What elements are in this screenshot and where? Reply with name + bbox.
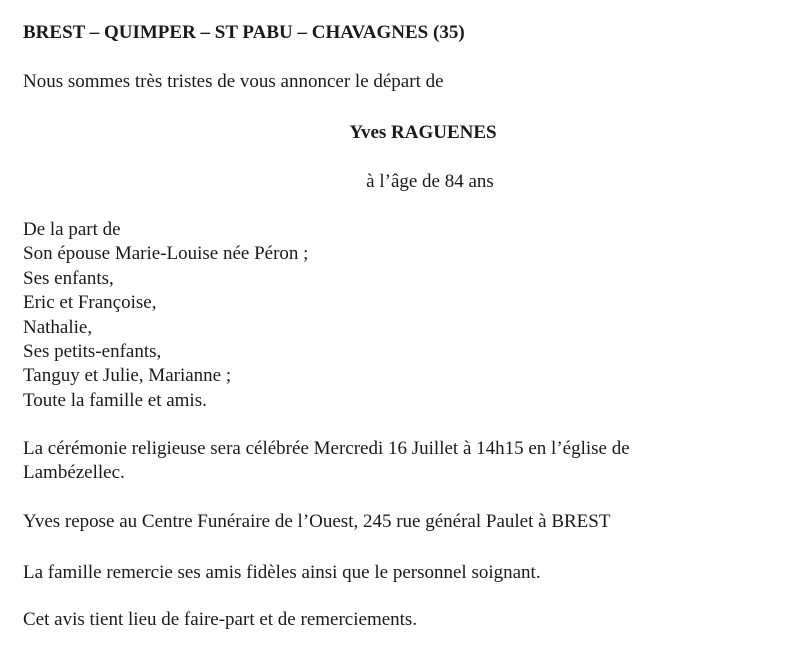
family-line: De la part de [23, 219, 121, 240]
thanks-paragraph: La famille remercie ses amis fidèles ainsi que le personnel soignant. [23, 562, 541, 583]
deceased-age: à l’âge de 84 ans [366, 171, 494, 192]
family-line: Son épouse Marie-Louise née Péron ; [23, 243, 309, 265]
ceremony-paragraph [23, 437, 723, 485]
notice-paragraph: Cet avis tient lieu de faire-part et de remerciements. [23, 609, 418, 630]
location-header: BREST – QUIMPER – ST PABU – CHAVAGNES (35) [23, 22, 465, 43]
ceremony-line: Lambézellec. [23, 462, 125, 483]
family-line: Tanguy et Julie, Marianne ; [23, 365, 232, 387]
family-line: Eric et Françoise, [23, 292, 157, 314]
family-line: Ses enfants, [23, 267, 114, 289]
family-line: Ses petits-enfants, [23, 341, 162, 363]
family-line: Toute la famille et amis. [23, 389, 207, 411]
announcement-intro: Nous sommes très tristes de vous annoncer le départ de [23, 71, 444, 92]
deceased-name: Yves RAGUENES [349, 122, 497, 143]
family-line: Nathalie, [23, 316, 93, 338]
repose-paragraph: Yves repose au Centre Funéraire de l’Ouest, 245 rue général Paulet à BREST [23, 511, 611, 532]
family-list [23, 218, 308, 413]
ceremony-line: La cérémonie religieuse sera célébrée Mercredi 16 Juillet à 14h15 en l’église de [23, 438, 630, 459]
